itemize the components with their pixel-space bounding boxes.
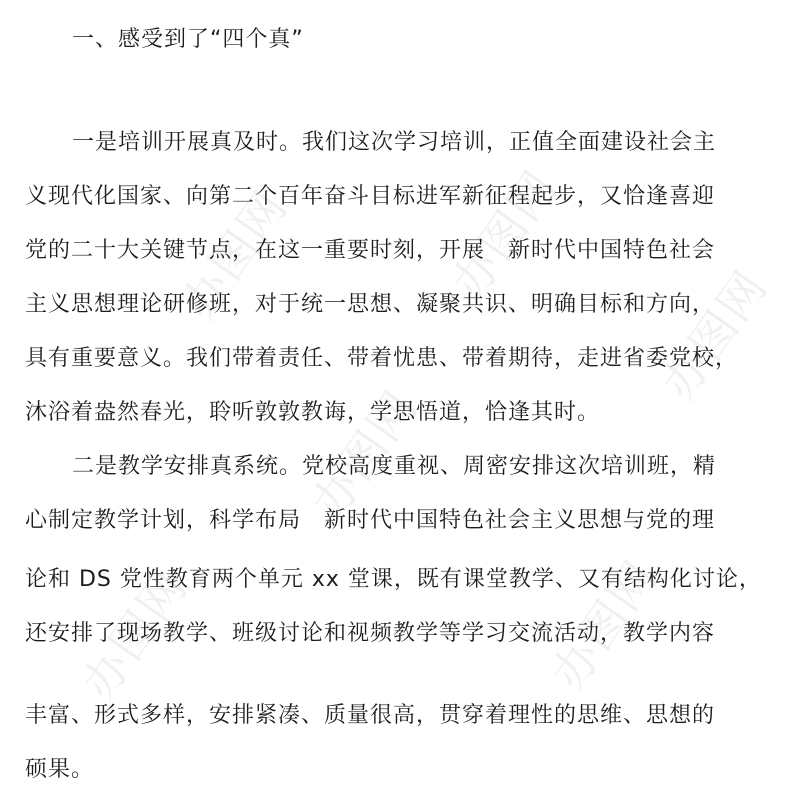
paragraph-line: 还安排了现场教学、班级讨论和视频教学等学习交流活动，教学内容 [25, 621, 716, 646]
paragraph-line: 心制定教学计划，科学布局 新时代中国特色社会主义思想与党的理 [25, 508, 716, 533]
paragraph-line: 一是培训开展真及时。我们这次学习培训，正值全面建设社会主 [72, 130, 717, 155]
paragraph-line: 主义思想理论研修班，对于统一思想、凝聚共识、明确目标和方向， [25, 292, 716, 317]
paragraph-line: 论和 DS 党性教育两个单元 xx 堂课，既有课堂教学、又有结构化讨论， [25, 567, 762, 592]
watermark: 办图网 [651, 260, 778, 410]
paragraph-line: 硕果。 [25, 757, 95, 782]
paragraph-line: 义现代化国家、向第二个百年奋斗目标进军新征程起步，又恰逢喜迎 [25, 184, 716, 209]
paragraph-line: 丰富、形式多样，安排紧凑、质量很高，贯穿着理性的思维、思想的 [25, 703, 716, 728]
section-heading: 一、感受到了“四个真” [72, 27, 304, 52]
watermark: 办图网 [541, 550, 668, 700]
watermark: 办图网 [301, 380, 428, 530]
paragraph-line: 二是教学安排真系统。党校高度重视、周密安排这次培训班，精 [72, 454, 717, 479]
paragraph-line: 沐浴着盎然春光，聆听敦敦教诲，学思悟道，恰逢其时。 [25, 400, 601, 425]
watermark: 办图网 [171, 180, 298, 330]
paragraph-line: 具有重要意义。我们带着责任、带着忧患、带着期待，走进省委党校， [25, 346, 739, 371]
paragraph-line: 党的二十大关键节点，在这一重要时刻，开展 新时代中国特色社会 [25, 238, 716, 263]
watermark: 办图网 [71, 560, 198, 710]
watermark: 办图网 [441, 160, 568, 310]
